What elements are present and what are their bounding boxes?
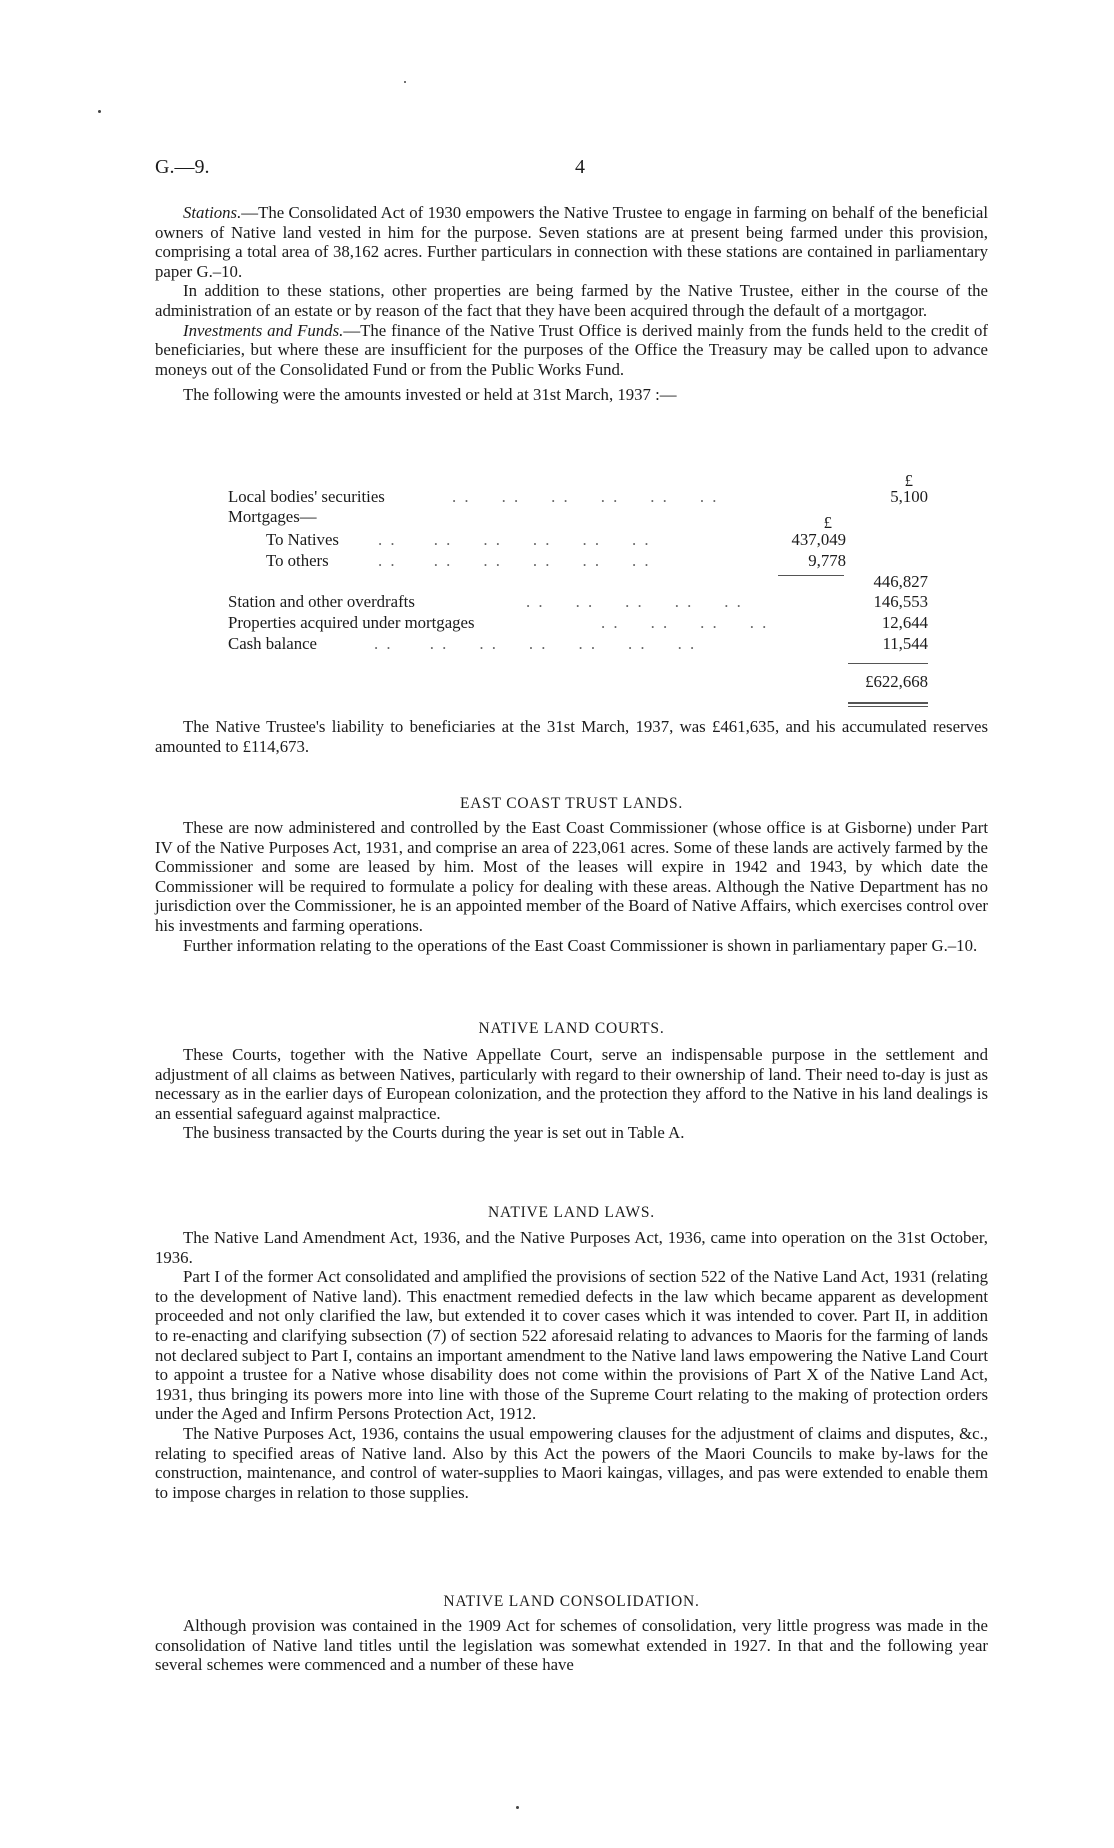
- row-label: Station and other overdrafts: [228, 592, 415, 611]
- laws-paragraph-3: The Native Purposes Act, 1936, contains the usual empowering clauses for the adjustment of claims and disputes, &c., relating to specified areas of Native land. Also by this Act the powers of the Maori Councils to make by-laws for the construction, maintenance, and control of water-supplies to Maori kaingas, villages, and pas were extended to enable them to impose charges in relation to those supplies.: [155, 1423, 988, 1502]
- row-label: To Natives: [266, 530, 339, 549]
- total-rule: [848, 663, 928, 664]
- section-heading-courts: NATIVE LAND COURTS.: [478, 1020, 665, 1037]
- currency-symbol-total: £: [904, 471, 913, 490]
- row-subtotal: 9,778: [808, 551, 846, 570]
- page-number: 4: [575, 156, 585, 178]
- row-label: Local bodies' securities: [228, 487, 385, 506]
- row-total: 11,544: [882, 634, 928, 653]
- other-properties-paragraph: In addition to these stations, other properties are being farmed by the Native Trustee, either in the course of the administration of an estate or by reason of the fact that they have been acquired through the default of a mortgagor.: [155, 281, 988, 320]
- scan-speck: [98, 110, 101, 113]
- liability-section: [155, 717, 988, 756]
- table-row: To Natives . . . . . . . . . . . . 437,049: [266, 530, 846, 549]
- row-label: Mortgages—: [228, 507, 317, 526]
- row-label: To others: [266, 551, 329, 570]
- grand-total: £622,668: [865, 672, 928, 691]
- row-total: 5,100: [890, 487, 928, 506]
- investments-lead: Investments and Funds.: [183, 320, 344, 340]
- page-header: [155, 156, 985, 180]
- liability-paragraph: The Native Trustee's liability to beneficiaries at the 31st March, 1937, was £461,635, and his accumulated reserves amounted to £114,673.: [155, 717, 988, 756]
- row-total: 12,644: [881, 613, 928, 632]
- table-row: [228, 572, 928, 592]
- table-row: Station and other overdrafts . . . . . . . . . . 146,553: [228, 592, 928, 611]
- row-subtotal: 437,049: [791, 530, 846, 549]
- row-label: Properties acquired under mortgages: [228, 613, 475, 632]
- courts-section: [155, 1045, 988, 1143]
- east-coast-paragraph-2: Further information relating to the operations of the East Coast Commissioner is shown in parliamentary paper G.–10.: [183, 935, 978, 955]
- laws-paragraph-1: The Native Land Amendment Act, 1936, and the Native Purposes Act, 1936, came into operation on the 31st October, 1936.: [155, 1228, 988, 1267]
- courts-paragraph-1: These Courts, together with the Native Appellate Court, serve an indispensable purpose in the settlement and adjustment of all claims as between Natives, particularly with regard to their ownership of land. Their need to-day is just as necessary as in the earlier days of European colonization, and the protection they afford to the Native in his land dealings is an essential safeguard against malpractice.: [155, 1045, 988, 1123]
- table-row: Properties acquired under mortgages . . . . . . . . 12,644: [228, 613, 928, 632]
- scan-speck: [404, 81, 406, 83]
- currency-symbol-sub: £: [823, 513, 832, 532]
- laws-paragraph-2: Part I of the former Act consolidated and amplified the provisions of section 522 of the Native Land Act, 1931 (relating to the development of Native land). This enactment remedied defects in the law which became apparent as development proceeded and not only clarified the law, but extended it to cover cases which it was intended to cover. Part II, in addition to re-enacting and clarifying subsection (7) of section 522 aforesaid relating to advances to Maoris for the farming of lands not declared subject to Part I, contains an important amendment to the Native land laws empowering the Native Land Court to appoint a trustee for a Native whose disability does not come within the provisions of Part X of the Native Land Act, 1931, thus bringing its powers more into line with those of the Supreme Court relating to the making of protection orders under the Aged and Infirm Persons Protection Act, 1912.: [155, 1267, 988, 1424]
- stations-paragraph: Stations.—The Consolidated Act of 1930 empowers the Native Trustee to engage in farming on behalf of the beneficial owners of Native land vested in him for the purpose. Seven stations are at present being farmed under this provision, comprising a total area of 38,162 acres. Further particulars in connection with these stations are contained in parliamentary paper G.–10.: [155, 203, 988, 281]
- table-total-row: [228, 672, 928, 692]
- stations-lead: Stations.: [183, 203, 242, 222]
- table-row: To others . . . . . . . . . . . . 9,778: [266, 551, 846, 570]
- double-rule: [848, 706, 928, 707]
- trustee-section: [155, 203, 988, 405]
- row-total: 446,827: [873, 572, 928, 591]
- table-row: Local bodies' securities . . . . . . . . . . . . 5,100: [228, 487, 928, 506]
- amounts-intro: The following were the amounts invested or held at 31st March, 1937 :—: [183, 385, 677, 405]
- table-row: Cash balance . . . . . . . . . . . . . . 11,544: [228, 634, 928, 653]
- section-heading-laws: NATIVE LAND LAWS.: [488, 1204, 655, 1221]
- investments-paragraph: Investments and Funds.—The finance of the Native Trust Office is derived mainly from the funds held to the credit of beneficiaries, but where these are insufficient for the purposes of the Office the Treasury may be called upon to advance moneys out of the Consolidated Fund or from the Public Works Fund.: [155, 320, 988, 379]
- row-total: 146,553: [873, 592, 928, 611]
- laws-section: [155, 1228, 988, 1502]
- section-heading-consolidation: NATIVE LAND CONSOLIDATION.: [443, 1593, 700, 1610]
- section-heading-east-coast: EAST COAST TRUST LANDS.: [459, 795, 684, 812]
- east-coast-section: [155, 818, 988, 955]
- scan-speck: [516, 1806, 519, 1809]
- paper-code: G.—9.: [155, 156, 210, 178]
- consolidation-paragraph-1: Although provision was contained in the 1909 Act for schemes of consolidation, very little progress was made in the consolidation of Native land titles until the legislation was somewhat extended in 1927. In that and the following year several schemes were commenced and a number of these have: [155, 1616, 988, 1675]
- courts-paragraph-2: The business transacted by the Courts during the year is set out in Table A.: [183, 1123, 685, 1143]
- consolidation-section: [155, 1616, 988, 1675]
- double-rule: [848, 702, 928, 704]
- east-coast-paragraph-1: These are now administered and controlled by the East Coast Commissioner (whose office is at Gisborne) under Part IV of the Native Purposes Act, 1931, and comprise an area of 223,061 acres. Some of these lands are actively farmed by the Commissioner and some are leased by him. Most of the leases will expire in 1942 and 1943, by which date the Commissioner will be required to formulate a policy for dealing with these areas. Although the Native Department has no jurisdiction over the Commissioner, he is an appointed member of the Board of Native Affairs, which exercises control over his investments and farming operations.: [155, 818, 988, 935]
- row-label: Cash balance: [228, 634, 317, 653]
